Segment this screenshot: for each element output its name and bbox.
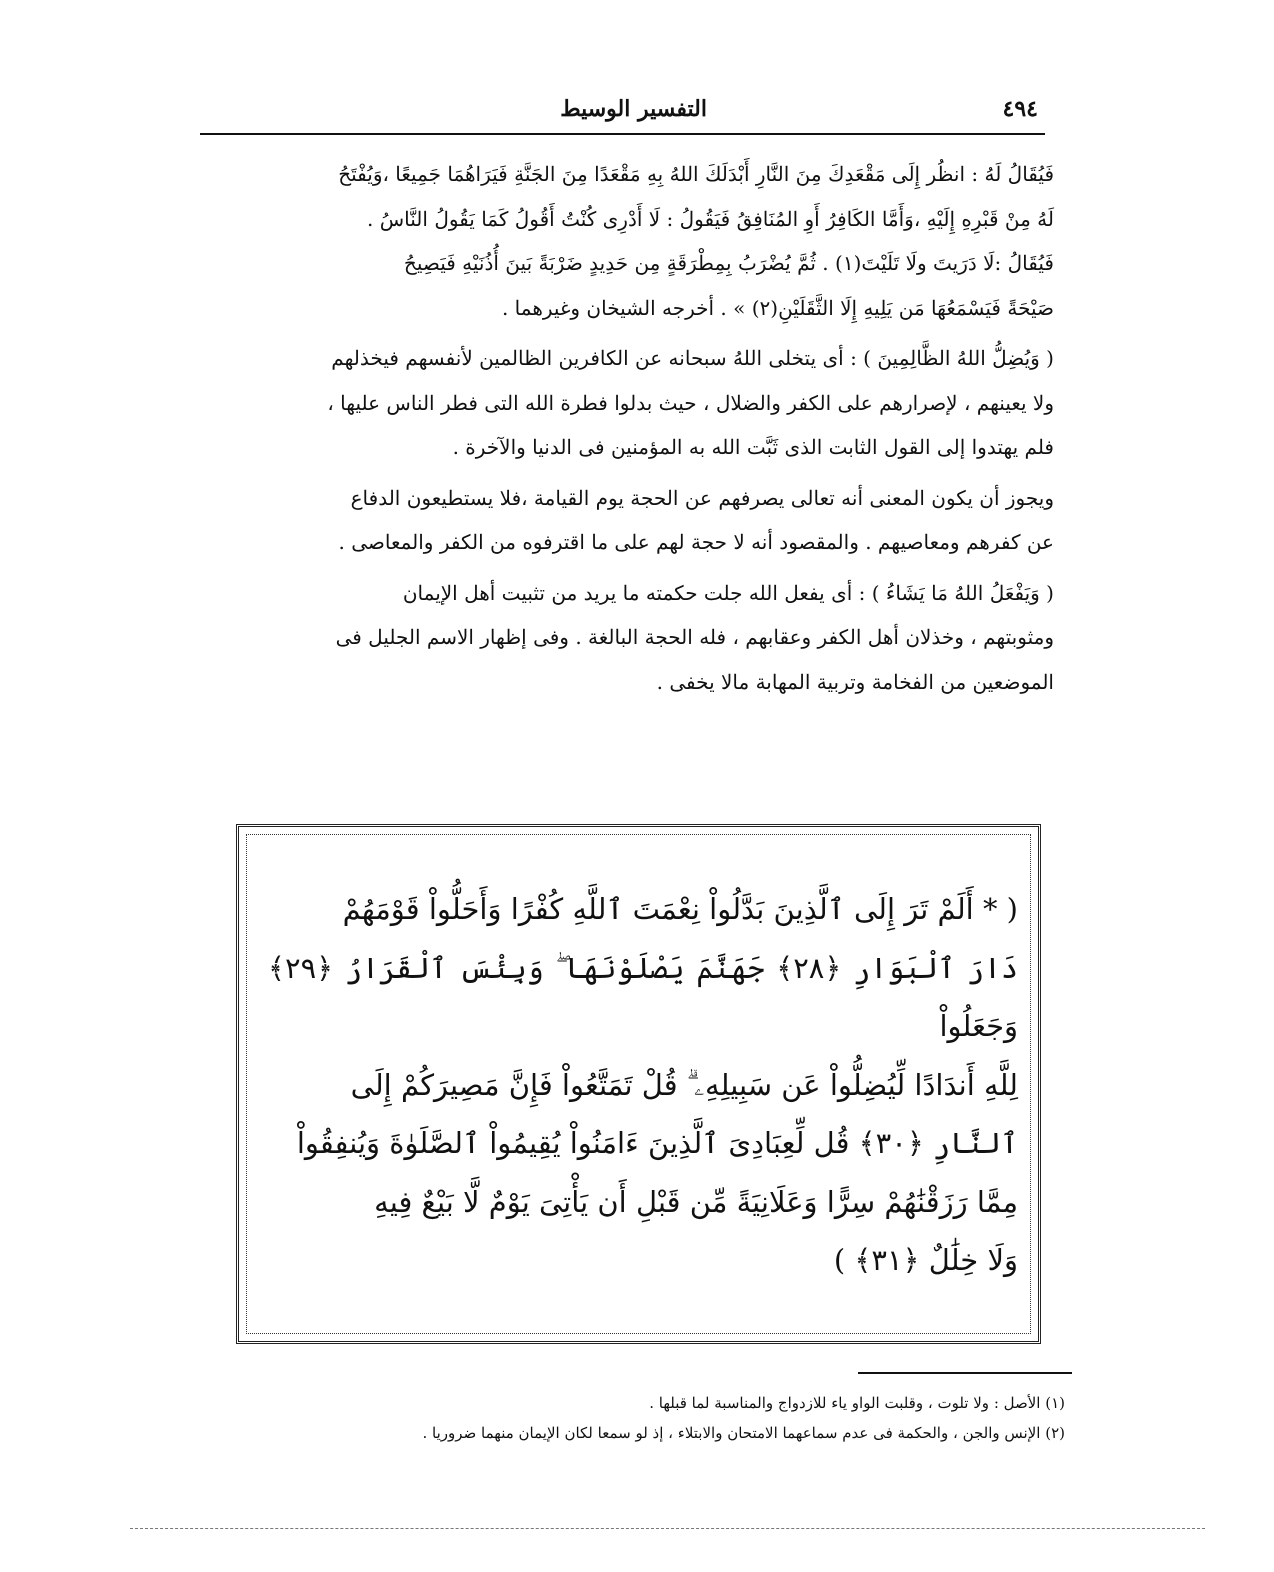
text-line: الموضعين من الفخامة وتربية المهابة مالا يخفى . <box>656 669 1054 694</box>
text-line: ولا يعينهم ، لإصرارهم على الكفر والضلال ، حيث بدلوا فطرة الله التى فطر الناس عليها ، <box>327 390 1054 415</box>
commentary-text <box>212 152 1054 704</box>
paragraph-hadith <box>212 152 1054 330</box>
paragraph-alternative-meaning <box>212 476 1054 565</box>
verse-line: لِلَّهِ أَندَادًا لِّيُضِلُّواْ عَن سَبِيلِهِۦ ۗ قُلْ تَمَتَّعُواْ فَإِنَّ مَصِيرَكُمْ إِلَى <box>350 1067 1018 1102</box>
page-number: ٤٩٤ <box>1002 96 1038 122</box>
footnote-separator <box>858 1372 1072 1374</box>
verse-line: وَلَا خِلَٰلٌ ﴿٣١﴾ ) <box>833 1243 1018 1277</box>
text-line: صَيْحَةً فَيَسْمَعُهَا مَن يَلِيهِ إِلَا الثَّقَلَيْنِ(٢) » . أخرجه الشيخان وغيرهما . <box>501 295 1054 320</box>
text-line: لَهُ مِنْ قَبْرِهِ إِلَيْهِ ،وَأَمَّا الكَافِرُ أَوِ المُنَافِقُ فَيَقُولُ : لَا أَدْرِى كُنْتُ أَقُولُ كَمَا يَقُولُ النَّاسُ . <box>367 206 1054 231</box>
text-line: ومثوبتهم ، وخذلان أهل الكفر وعقابهم ، فله الحجة البالغة . وفى إظهار الاسم الجليل فى <box>335 625 1054 649</box>
text-line: عن كفرهم ومعاصيهم . والمقصود أنه لا حجة لهم على ما اقترفوه من الكفر والمعاصى . <box>338 530 1054 554</box>
text-line: فَيُقَالُ :لَا دَرَيتَ ولَا تَلَيْتَ(١) . ثُمَّ يُضْرَبُ بِمِطْرَقَةٍ مِن حَدِيدٍ ضَرْبَةً بَينَ أُذُنَيْهِ فَيَصِيحُ <box>403 251 1054 275</box>
verse-line: مِمَّا رَزَقْنَٰهُمْ سِرًّا وَعَلَانِيَةً مِّن قَبْلِ أَن يَأْتِىَ يَوْمٌ لَّا بَيْعٌ فِيهِ <box>374 1184 1018 1219</box>
page-header <box>202 96 1042 126</box>
paragraph-will <box>212 571 1054 705</box>
running-title: التفسير الوسيط <box>560 96 707 122</box>
paragraph-misguide <box>212 336 1054 470</box>
text-line: فَيُقَالُ لَهُ : انظُر إِلَى مَقْعَدِكَ مِنَ النَّارِ أَبْدَلَكَ اللهُ بِهِ مَقْعَدًا مِنَ الجَنَّةِ فَيَرَاهُمَا جَمِيعًا ،وَيُفْتَحُ <box>338 162 1054 186</box>
text-line: فلم يهتدوا إلى القول الثابت الذى ثَبَّت الله به المؤمنين فى الدنيا والآخرة . <box>452 435 1054 459</box>
text-line: ( وَيَفْعَلُ اللهُ مَا يَشَاءُ ) : أى يفعل الله جلت حكمته ما يريد من تثبيت أهل الإيمان <box>402 580 1054 605</box>
verse-line: ٱلنَّارِ ﴿٣٠﴾ قُل لِّعِبَادِىَ ٱلَّذِينَ ءَامَنُواْ يُقِيمُواْ ٱلصَّلَوٰةَ وَيُنفِقُواْ <box>296 1126 1018 1160</box>
header-rule <box>200 133 1045 135</box>
page-bottom-edge <box>130 1528 1205 1530</box>
text-line: ( وَيُضِلُّ اللهُ الظَّالِمِينَ ) : أى يتخلى اللهُ سبحانه عن الكافرين الظالمين لأنفسهم فيخذلهم <box>331 346 1054 370</box>
footnotes <box>220 1388 1065 1448</box>
verse-line: دَارَ ٱلْبَوَارِ ﴿٢٨﴾ جَهَنَّمَ يَصْلَوْنَهَا ۖ وَبِئْسَ ٱلْقَرَارُ ﴿٢٩﴾ وَجَعَلُواْ <box>268 950 1019 1043</box>
footnote-2: (٢) الإنس والجن ، والحكمة فى عدم سماعهما الامتحان والابتلاء ، إذ لو سمعا لكان الإيمان منهما ضروريا . <box>422 1424 1065 1442</box>
verse-line: ( * أَلَمْ تَرَ إِلَى ٱلَّذِينَ بَدَّلُواْ نِعْمَتَ ٱللَّهِ كُفْرًا وَأَحَلُّواْ قَوْمَهُمْ <box>342 892 1018 926</box>
text-line: ويجوز أن يكون المعنى أنه تعالى يصرفهم عن الحجة يوم القيامة ،فلا يستطيعون الدفاع <box>350 485 1054 510</box>
footnote-1: (١) الأصل : ولا تلوت ، وقلبت الواو ياء للازدواج والمناسبة لما قبلها . <box>649 1394 1065 1412</box>
quran-verse-block <box>268 880 1018 1290</box>
